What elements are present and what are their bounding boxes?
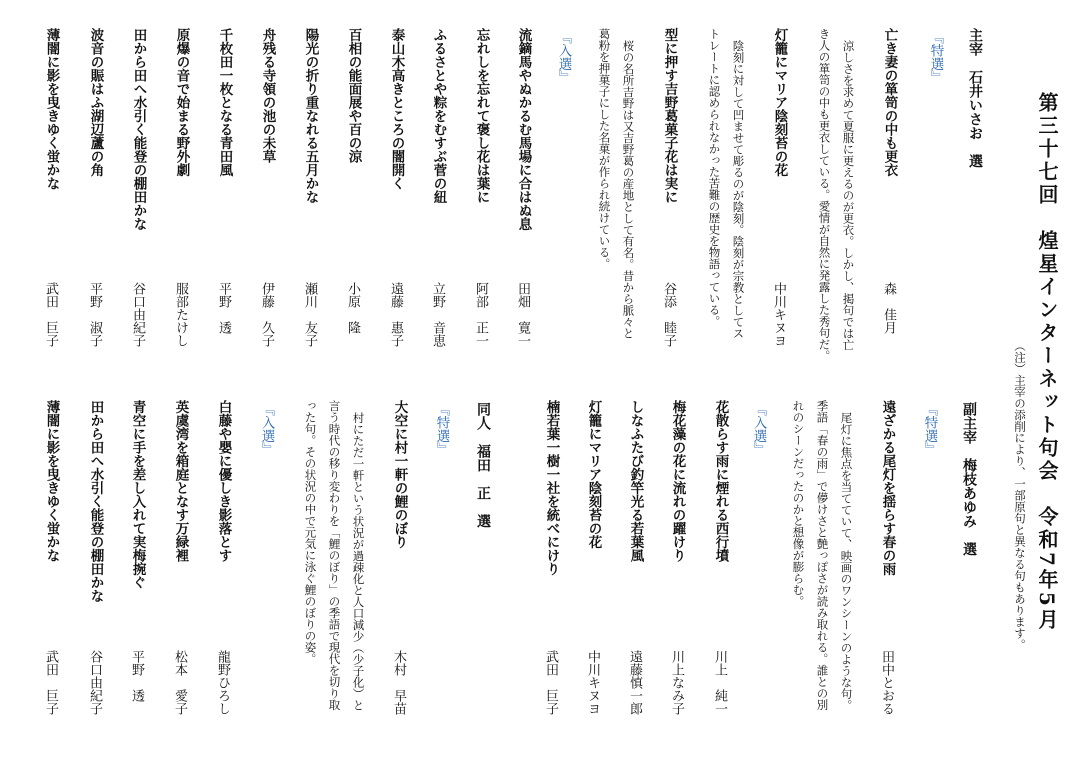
author: 平野 淑子 <box>87 282 102 347</box>
verse: 千枚田一枚となる青田風 <box>216 28 233 177</box>
section-label-tokusen: 『特選』 <box>433 402 450 456</box>
verse: 波音の賑はふ湖辺蘆の角 <box>87 28 104 177</box>
verse: 梅花藻の花に流れの躍けり <box>669 400 686 562</box>
section-label-nyusen: 『入選』 <box>555 30 572 84</box>
section-label-tokusen: 『特選』 <box>921 402 938 456</box>
comment: き人の箪笥の中も更衣している。愛情が自然に発露した秀句だ。 <box>817 28 832 362</box>
author: 松本 愛子 <box>172 650 187 715</box>
judge-shusai: 主宰 石井いさお 選 <box>967 28 983 168</box>
author: 木村 早苗 <box>391 650 406 715</box>
author: 龍野ひろし <box>215 650 230 715</box>
author: 中川キヌヨ <box>585 650 600 715</box>
verse: 忘れしを忘れて褒し花は葉に <box>473 28 490 204</box>
verse: 型に押す吉野葛菓子花は実に <box>661 28 678 204</box>
verse: 舟残る寺領の池の未草 <box>259 28 276 163</box>
section-label-nyusen: 『入選』 <box>258 402 275 456</box>
author: 谷添 睦子 <box>661 282 676 347</box>
author: 森 佳月 <box>881 282 896 334</box>
comment: 季語「春の雨」で儚けさと艶っぽさが読み取れる。誰との別 <box>815 400 830 711</box>
verse: 英虞湾を箱庭となす万緑裡 <box>172 400 189 562</box>
author: 谷口由紀子 <box>87 650 102 715</box>
author: 遠藤慎一郎 <box>627 650 642 715</box>
author: 平野 透 <box>129 650 144 702</box>
author: 伊藤 久子 <box>259 282 274 347</box>
author: 瀬川 友子 <box>302 282 317 347</box>
verse: 原爆の音で始まる野外劇 <box>173 28 190 177</box>
verse: 白藤や嬰に優しき影落とす <box>215 400 232 562</box>
comment: トレートに認められなかった苦難の歴史を物語っている。 <box>707 28 722 327</box>
author: 武田 巨子 <box>43 650 58 715</box>
verse: 薄闇に影を曳きゆく蛍かな <box>43 28 60 190</box>
comment: 桜の名所吉野は又吉野葛の産地として有名。昔から脈々と <box>621 40 636 339</box>
comment: 葛粉を押菓子にした名菓が作られ続けている。 <box>597 28 612 270</box>
author: 中川キヌヨ <box>771 282 786 347</box>
verse: 大空に村一軒の鯉のぼり <box>391 400 408 549</box>
verse: 薄闇に影を曳きゆく蛍かな <box>43 400 60 562</box>
author: 武田 巨子 <box>543 650 558 715</box>
verse: 泰山木高きところの闇開く <box>388 28 405 190</box>
verse: 陽光の折り重なれる五月かな <box>302 28 319 204</box>
author: 立野 音恵 <box>430 282 445 347</box>
author: 谷口由紀子 <box>130 282 145 347</box>
verse: 田から田へ水引く能登の棚田かな <box>87 400 104 603</box>
comment: 言う時代の移り変わりを「鯉のぼり」の季語で現代を切り取 <box>327 400 342 711</box>
author: 平野 透 <box>216 282 231 334</box>
author: 服部たけし <box>173 282 188 347</box>
verse: 花散らす雨に煙れる西行墳 <box>712 400 729 562</box>
comment: 村にただ一軒という状況が過疎化と人口減少（少子化）と <box>351 412 366 711</box>
judge-doujin: 同人 福田 正 選 <box>475 402 491 528</box>
author: 武田 巨子 <box>43 282 58 347</box>
author: 小原 隆 <box>345 282 360 334</box>
verse: 青空に手を差し入れて実梅捥ぐ <box>129 400 146 589</box>
author: 川上 純一 <box>712 650 727 715</box>
judge-fukushusai: 副主宰 梅枝あゆみ 選 <box>961 402 977 556</box>
verse: 田から田へ水引く能登の棚田かな <box>130 28 147 231</box>
verse: 流鏑馬やぬかるむ馬場に合はぬ息 <box>515 28 532 231</box>
author: 田畑 寛一 <box>515 282 530 347</box>
verse: 亡き妻の箪笥の中も更衣 <box>881 28 898 177</box>
comment: れのシーンだったのかと想像が膨らむ。 <box>791 400 806 607</box>
section-label-nyusen: 『入選』 <box>750 402 767 456</box>
verse: しなふたび釣竿光る若葉風 <box>627 400 644 562</box>
author: 阿部 正一 <box>473 282 488 347</box>
section-label-tokusen: 『特選』 <box>927 30 944 84</box>
comment: 陰刻に対して凹ませて彫るのが陰刻。陰刻が宗教としてス <box>731 40 746 339</box>
verse: 遠ざかる尾灯を揺らす春の雨 <box>879 400 896 576</box>
author: 川上なみ子 <box>669 650 684 715</box>
page-title: 第三十七回 煌星インターネット句会 令和7年5月 <box>1035 92 1059 632</box>
verse: ふるさとや粽をむすぶ菅の紐 <box>430 28 447 204</box>
verse: 楠若葉一樹一社を統べにけり <box>543 400 560 576</box>
comment: 尾灯に焦点を当てていて、映画のワンシーンのような句。 <box>839 412 854 711</box>
author: 遠藤 惠子 <box>388 282 403 347</box>
verse: 灯籠にマリア陰刻苔の花 <box>771 28 788 177</box>
note: （注）主宰の添削により、一部原句と異なる句もあります。 <box>1013 340 1027 651</box>
verse: 灯籠にマリア陰刻苔の花 <box>585 400 602 549</box>
comment: 涼しさを求めて夏服に更えるのが更衣。しかし、掲句では亡 <box>841 40 856 351</box>
comment: った句。その状況の中で元気に泳ぐ鯉のぼりの姿。 <box>303 400 318 665</box>
author: 田中とおる <box>879 650 894 715</box>
verse: 百相の能面展や百の涼 <box>345 28 362 163</box>
